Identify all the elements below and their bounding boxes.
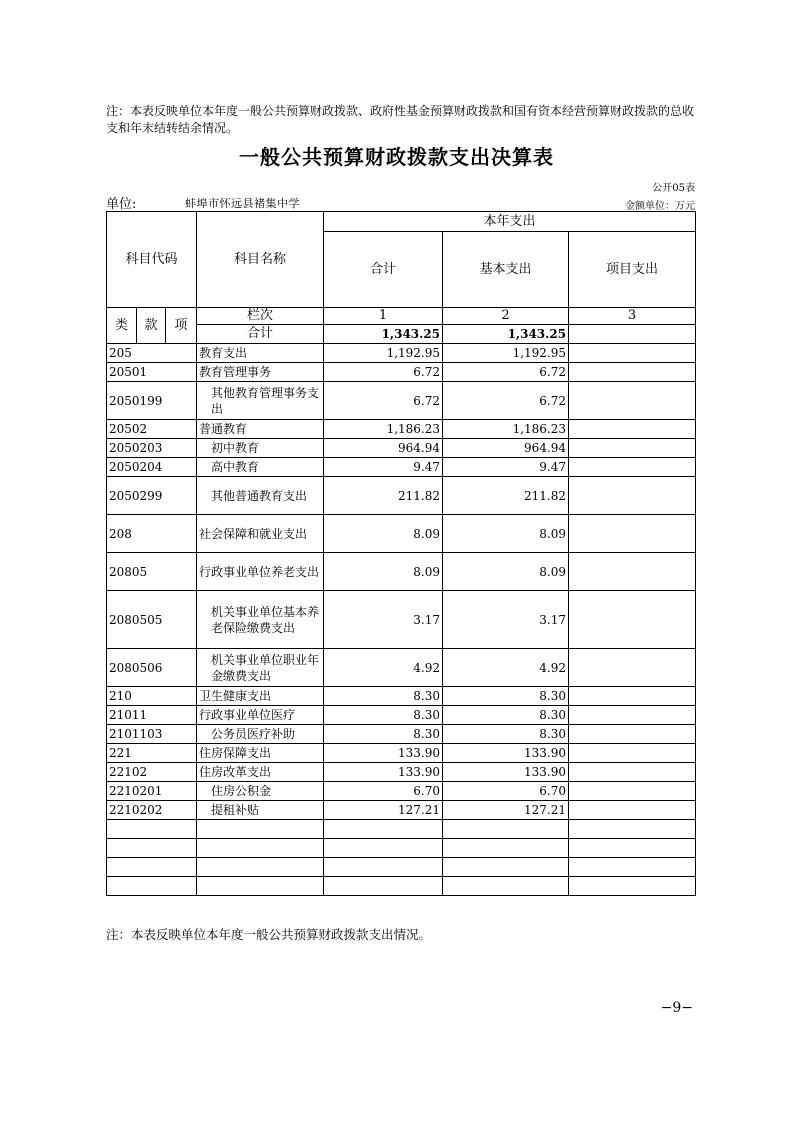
- row-total: 6.72: [324, 363, 443, 382]
- empty-cell: [324, 877, 443, 896]
- row-project: [569, 782, 696, 801]
- unit-label: 单位:: [106, 197, 137, 212]
- row-project: [569, 382, 696, 420]
- row-project: [569, 706, 696, 725]
- row-total: 8.09: [324, 515, 443, 553]
- unit-name: 蚌埠市怀远县褚集中学: [185, 197, 300, 210]
- row-name: 行政事业单位医疗: [197, 706, 324, 725]
- row-project: [569, 763, 696, 782]
- row-basic: 4.92: [443, 649, 569, 687]
- row-total: 6.70: [324, 782, 443, 801]
- form-code: 公开05表: [652, 183, 695, 194]
- row-code: 22102: [107, 763, 197, 782]
- row-basic: 8.09: [443, 553, 569, 591]
- row-name: 高中教育: [197, 458, 324, 477]
- row-total: 211.82: [324, 477, 443, 515]
- row-total: 1,186.23: [324, 420, 443, 439]
- empty-cell: [197, 839, 324, 858]
- table-row: [107, 382, 696, 420]
- row-basic: 8.09: [443, 515, 569, 553]
- row-basic: 6.72: [443, 382, 569, 420]
- row-project: [569, 725, 696, 744]
- budget-table: [106, 211, 696, 896]
- column-number-3: 3: [569, 308, 696, 325]
- row-total: 133.90: [324, 744, 443, 763]
- row-project: [569, 553, 696, 591]
- row-project: [569, 363, 696, 382]
- row-basic: 8.30: [443, 687, 569, 706]
- row-name: 其他教育管理事务支出: [197, 382, 324, 420]
- row-basic: 1,192.95: [443, 344, 569, 363]
- row-project: [569, 801, 696, 820]
- table-row: [107, 763, 696, 782]
- empty-cell: [197, 858, 324, 877]
- table-row: [107, 687, 696, 706]
- row-basic: 6.70: [443, 782, 569, 801]
- table-row: [107, 591, 696, 649]
- header-project-expense: 项目支出: [569, 232, 696, 308]
- empty-cell: [197, 820, 324, 839]
- empty-cell: [324, 858, 443, 877]
- row-project: [569, 458, 696, 477]
- row-total: 127.21: [324, 801, 443, 820]
- row-total: 133.90: [324, 763, 443, 782]
- sum-project: [569, 325, 696, 344]
- row-name: 公务员医疗补助: [197, 725, 324, 744]
- row-project: [569, 515, 696, 553]
- row-total: 9.47: [324, 458, 443, 477]
- empty-cell: [107, 839, 197, 858]
- row-basic: 3.17: [443, 591, 569, 649]
- row-total: 8.09: [324, 553, 443, 591]
- empty-cell: [107, 820, 197, 839]
- empty-cell: [443, 858, 569, 877]
- row-code: 20502: [107, 420, 197, 439]
- row-code: 21011: [107, 706, 197, 725]
- empty-cell: [107, 858, 197, 877]
- row-name: 住房保障支出: [197, 744, 324, 763]
- column-number-2: 2: [443, 308, 569, 325]
- row-basic: 8.30: [443, 725, 569, 744]
- empty-row: [107, 839, 696, 858]
- row-code: 2050299: [107, 477, 197, 515]
- column-order-label: 栏次: [197, 308, 324, 325]
- empty-cell: [569, 858, 696, 877]
- row-code: 20805: [107, 553, 197, 591]
- row-total: 8.30: [324, 725, 443, 744]
- table-row: [107, 477, 696, 515]
- row-name: 住房改革支出: [197, 763, 324, 782]
- row-project: [569, 439, 696, 458]
- row-name: 行政事业单位养老支出: [197, 553, 324, 591]
- table-row: [107, 706, 696, 725]
- row-total: 3.17: [324, 591, 443, 649]
- row-code: 205: [107, 344, 197, 363]
- row-basic: 8.30: [443, 706, 569, 725]
- row-project: [569, 744, 696, 763]
- row-code: 2101103: [107, 725, 197, 744]
- header-subject-name: 科目名称: [197, 212, 324, 308]
- header-basic-expense: 基本支出: [443, 232, 569, 308]
- empty-cell: [324, 820, 443, 839]
- row-total: 8.30: [324, 687, 443, 706]
- header-total: 合计: [324, 232, 443, 308]
- table-row: [107, 744, 696, 763]
- table-row: [107, 649, 696, 687]
- header-kuan: 款: [137, 308, 166, 344]
- row-code: 2080506: [107, 649, 197, 687]
- top-note: 注：本表反映单位本年度一般公共预算财政拨款、政府性基金预算财政拨款和国有资本经营预算财政拨款的总收支和年末结转结余情况。: [106, 104, 695, 135]
- row-project: [569, 477, 696, 515]
- empty-cell: [443, 820, 569, 839]
- row-code: 2050204: [107, 458, 197, 477]
- table-row: [107, 801, 696, 820]
- table-row: [107, 439, 696, 458]
- header-row-1: [107, 212, 696, 232]
- empty-cell: [324, 839, 443, 858]
- table-row: [107, 782, 696, 801]
- page-number: −9−: [660, 1000, 693, 1016]
- row-project: [569, 344, 696, 363]
- amount-unit: 金额单位：万元: [625, 201, 695, 212]
- row-name: 机关事业单位职业年金缴费支出: [197, 649, 324, 687]
- column-order-row: [107, 308, 696, 325]
- header-xiang: 项: [166, 308, 197, 344]
- sum-label: 合计: [197, 325, 324, 344]
- row-name: 普通教育: [197, 420, 324, 439]
- table-row: [107, 725, 696, 744]
- empty-cell: [443, 877, 569, 896]
- row-total: 4.92: [324, 649, 443, 687]
- row-code: 2210201: [107, 782, 197, 801]
- row-code: 221: [107, 744, 197, 763]
- table-row: [107, 553, 696, 591]
- table-row: [107, 515, 696, 553]
- empty-row: [107, 858, 696, 877]
- row-code: 2050203: [107, 439, 197, 458]
- row-name: 住房公积金: [197, 782, 324, 801]
- sum-basic: 1,343.25: [443, 325, 569, 344]
- header-lei: 类: [107, 308, 137, 344]
- header-subject-code: 科目代码: [107, 212, 197, 308]
- row-name: 提租补贴: [197, 801, 324, 820]
- row-basic: 6.72: [443, 363, 569, 382]
- row-code: 20501: [107, 363, 197, 382]
- table-row: [107, 420, 696, 439]
- row-total: 1,192.95: [324, 344, 443, 363]
- row-basic: 1,186.23: [443, 420, 569, 439]
- row-total: 6.72: [324, 382, 443, 420]
- empty-row: [107, 877, 696, 896]
- column-number-1: 1: [324, 308, 443, 325]
- empty-cell: [569, 839, 696, 858]
- row-basic: 211.82: [443, 477, 569, 515]
- row-name: 初中教育: [197, 439, 324, 458]
- row-basic: 964.94: [443, 439, 569, 458]
- header-current-year-expense: 本年支出: [324, 212, 696, 232]
- row-name: 教育支出: [197, 344, 324, 363]
- row-name: 机关事业单位基本养老保险缴费支出: [197, 591, 324, 649]
- row-basic: 127.21: [443, 801, 569, 820]
- empty-cell: [443, 839, 569, 858]
- row-code: 2080505: [107, 591, 197, 649]
- row-code: 2210202: [107, 801, 197, 820]
- row-code: 2050199: [107, 382, 197, 420]
- row-name: 其他普通教育支出: [197, 477, 324, 515]
- table-row: [107, 344, 696, 363]
- table-row: [107, 363, 696, 382]
- row-project: [569, 591, 696, 649]
- empty-cell: [107, 877, 197, 896]
- empty-cell: [197, 877, 324, 896]
- page-title: 一般公共预算财政拨款支出决算表: [239, 145, 554, 169]
- empty-row: [107, 820, 696, 839]
- row-project: [569, 420, 696, 439]
- empty-cell: [569, 820, 696, 839]
- row-code: 210: [107, 687, 197, 706]
- row-basic: 133.90: [443, 763, 569, 782]
- row-basic: 9.47: [443, 458, 569, 477]
- row-project: [569, 649, 696, 687]
- row-total: 964.94: [324, 439, 443, 458]
- row-project: [569, 687, 696, 706]
- row-name: 教育管理事务: [197, 363, 324, 382]
- row-code: 208: [107, 515, 197, 553]
- table-row: [107, 458, 696, 477]
- row-basic: 133.90: [443, 744, 569, 763]
- empty-cell: [569, 877, 696, 896]
- row-name: 社会保障和就业支出: [197, 515, 324, 553]
- row-total: 8.30: [324, 706, 443, 725]
- bottom-note: 注：本表反映单位本年度一般公共预算财政拨款支出情况。: [106, 927, 432, 942]
- sum-total: 1,343.25: [324, 325, 443, 344]
- row-name: 卫生健康支出: [197, 687, 324, 706]
